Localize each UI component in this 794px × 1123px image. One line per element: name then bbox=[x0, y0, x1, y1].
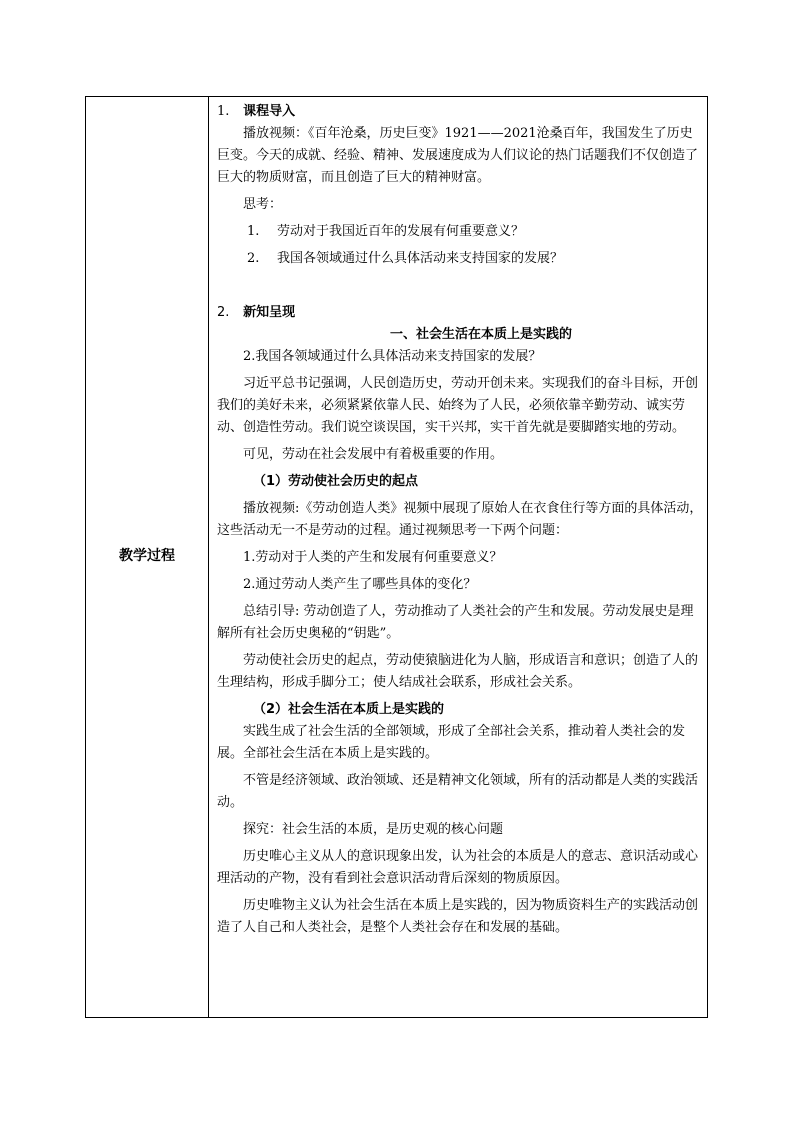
paragraph: 历史唯物主义认为社会生活在本质上是实践的，因为物质资料生产的实践活动创造了人自己和人类社会，是整个人类社会存在和发展的基础。 bbox=[217, 898, 699, 935]
question-item bbox=[217, 248, 705, 270]
paragraph: 1.劳动对于人类的产生和发展有何重要意义？ bbox=[243, 550, 503, 565]
paragraph: 习近平总书记强调，人民创造历史，劳动开创未来。实现我们的奋斗目标，开创我们的美好未来，必须紧紧依靠人民、始终为了人民，必须依靠辛勤劳动、诚实劳动、创造性劳动。我们说空谈误国，实干兴邦，实干首先就是要脚踏实地的劳动。 bbox=[217, 376, 699, 435]
lesson-table bbox=[85, 96, 708, 1018]
section-heading-new bbox=[217, 302, 705, 324]
paragraph: 2.我国各领域通过什么具体活动来支持国家的发展？ bbox=[243, 349, 542, 364]
question-text: 我国各领域通过什么具体活动来支持国家的发展？ bbox=[277, 251, 564, 266]
spacer bbox=[217, 270, 705, 302]
question-number: 2. bbox=[247, 251, 260, 266]
paragraph: 劳动使社会历史的起点，劳动使猿脑进化为人脑，形成语言和意识；创造了人的生理结构，形成手脚分工；使人结成社会联系，形成社会关系。 bbox=[217, 653, 699, 690]
paragraph: 不管是经济领域、政治领域、还是精神文化领域，所有的活动都是人类的实践活动。 bbox=[217, 773, 699, 810]
section-number: 2. bbox=[217, 305, 230, 320]
section-number: 1. bbox=[217, 104, 230, 119]
section-title: 新知呈现 bbox=[243, 305, 296, 320]
content-cell bbox=[217, 101, 705, 939]
point-heading: （2）社会生活在本质上是实践的 bbox=[253, 702, 445, 717]
paragraph: 可见，劳动在社会发展中有着极重要的作用。 bbox=[243, 447, 504, 462]
intro-paragraph: 播放视频：《百年沧桑，历史巨变》1921——2021沧桑百年，我国发生了历史巨变。今天的成就、经验、精神、发展速度成为人们议论的热门话题我们不仅创造了巨大的物质财富，而且创造了巨大的精神财富。 bbox=[217, 126, 699, 185]
paragraph: 实践生成了社会生活的全部领域，形成了全部社会关系，推动着人类社会的发展。全部社会生活在本质上是实践的。 bbox=[217, 724, 686, 761]
question-number: 1. bbox=[247, 224, 260, 239]
paragraph: 2.通过劳动人类产生了哪些具体的变化？ bbox=[243, 577, 477, 592]
subsection-heading: 一、社会生活在本质上是实践的 bbox=[389, 327, 572, 342]
section-heading-intro bbox=[217, 101, 705, 123]
point-heading: （1）劳动使社会历史的起点 bbox=[253, 474, 419, 489]
paragraph: 播放视频:《劳动创造人类》视频中展现了原始人在衣食住行等方面的具体活动，这些活动无一不是劳动的过程。通过视频思考一下两个问题： bbox=[217, 501, 703, 538]
paragraph: 历史唯心主义从人的意识现象出发，认为社会的本质是人的意志、意识活动或心理活动的产物，没有看到社会意识活动背后深刻的物质原因。 bbox=[217, 849, 699, 886]
row-label: 教学过程 bbox=[119, 548, 175, 564]
column-divider bbox=[208, 97, 209, 1017]
paragraph: 总结引导: 劳动创造了人，劳动推动了人类社会的产生和发展。劳动发展史是理解所有社会历史奥秘的“钥匙”。 bbox=[217, 604, 694, 641]
question-item bbox=[217, 221, 705, 243]
question-text: 劳动对于我国近百年的发展有何重要意义？ bbox=[277, 224, 525, 239]
think-label: 思考： bbox=[243, 197, 283, 212]
section-title: 课程导入 bbox=[243, 104, 296, 119]
paragraph: 探究：社会生活的本质，是历史观的核心问题 bbox=[243, 822, 504, 837]
